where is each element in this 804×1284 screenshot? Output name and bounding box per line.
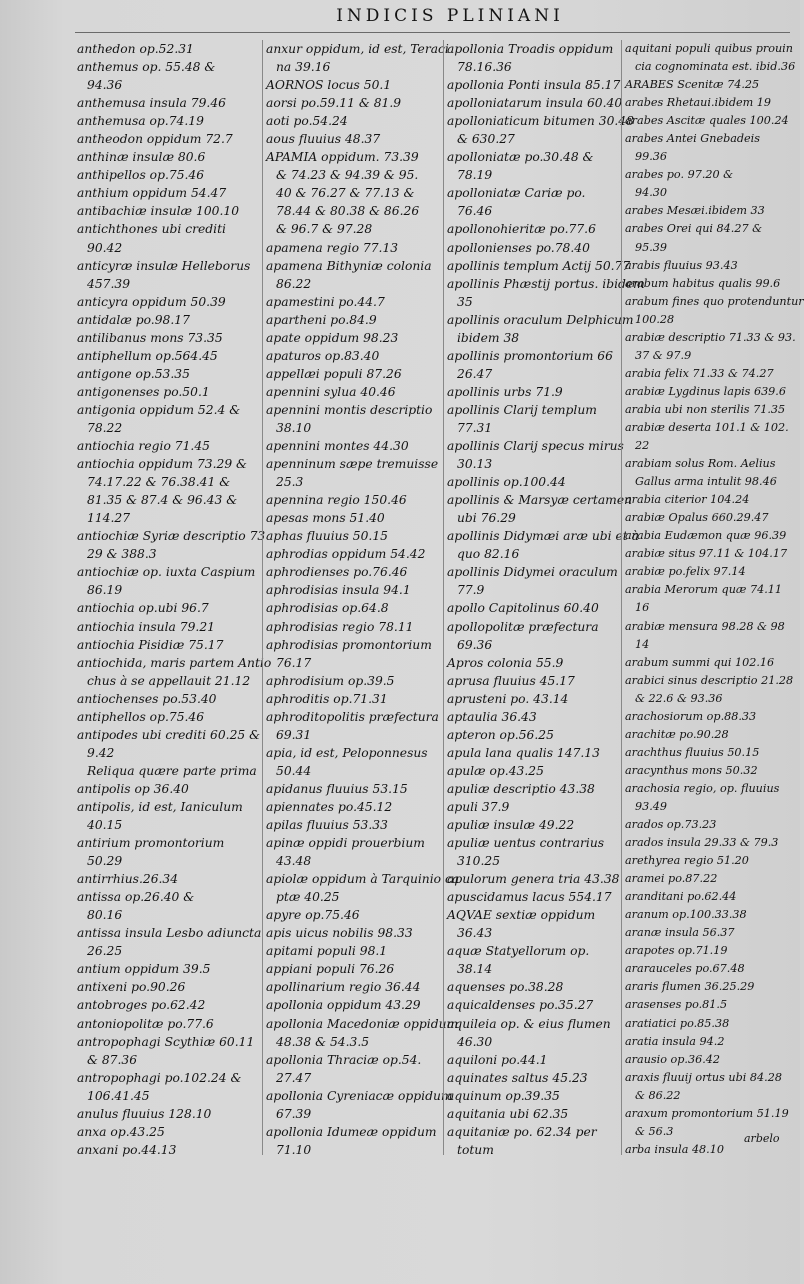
index-entry-line: apollinis Clarij specus mirus (447, 439, 624, 454)
index-entry-line: apennini montis descriptio (266, 402, 433, 417)
index-column-3 (443, 40, 645, 1157)
index-entry-line: apuliæ descriptio 43.38 (447, 781, 595, 796)
index-entry-line: apiolæ oppidum à Tarquinio ca (266, 872, 460, 887)
index-entry-line: antibachiæ insulæ 100.10 (77, 204, 240, 219)
index-entry-line: arasenses po.81.5 (625, 998, 728, 1012)
index-entry-line: 94.36 (87, 78, 123, 93)
index-entry-line: 114.27 (87, 511, 131, 526)
index-entry-line: apollinarium regio 36.44 (266, 980, 421, 995)
index-entry-line: aratiatici po.85.38 (625, 1016, 730, 1030)
index-entry-line: & 56.3 (635, 1124, 674, 1138)
index-entry-line: 78.19 (457, 168, 493, 183)
index-entry-line: araxis fluuij ortus ubi 84.28 (625, 1070, 782, 1084)
index-entry-line: apis uicus nobilis 98.33 (266, 926, 413, 941)
index-entry-line: anthium oppidum 54.47 (77, 186, 227, 201)
index-entry-line: & 87.36 (87, 1052, 138, 1067)
index-entry-line: 69.36 (457, 637, 493, 652)
index-entry-line: 48.38 & 54.3.5 (276, 1034, 370, 1049)
index-entry-line: arabum habitus qualis 99.6 (625, 276, 781, 290)
index-entry-line: 86.22 (276, 276, 312, 291)
index-entry-line: Reliqua quære parte prima (87, 763, 257, 778)
index-entry-line: anxa op.43.25 (77, 1124, 165, 1139)
index-entry-line: arados op.73.23 (625, 818, 717, 832)
index-entry-line: appellæi populi 87.26 (266, 366, 402, 381)
index-entry-line: anthemusa insula 79.46 (77, 96, 226, 111)
index-entry-line: 106.41.45 (87, 1088, 150, 1103)
catchword: arbelo (744, 1132, 780, 1145)
index-entry-line: antirium promontorium (77, 836, 225, 851)
index-entry-line: antigone op.53.35 (77, 366, 190, 381)
index-entry-line: aphrodisium op.39.5 (266, 673, 395, 688)
index-entry-line: aphrodienses po.76.46 (266, 565, 408, 580)
running-head: INDICIS PLINIANI (336, 6, 564, 26)
index-entry-line: 37 & 97.9 (635, 348, 692, 362)
index-entry-line: apollinis Didymæi aræ ubi et à (447, 529, 639, 544)
index-entry-line: cia cognominata est. ibid.36 (635, 60, 796, 74)
index-entry-line: arabiæ mensura 98.28 & 98 (625, 619, 785, 633)
index-entry-line: aoti po.54.24 (266, 114, 348, 129)
index-entry-line: aranum op.100.33.38 (625, 908, 747, 922)
index-entry-line: apyre op.75.46 (266, 908, 360, 923)
index-entry-line: apollonia Ponti insula 85.17 (447, 78, 621, 93)
index-entry-line: apartheni po.84.9 (266, 312, 377, 327)
index-entry-line: 99.36 (635, 150, 668, 164)
index-entry-line: antropophagi po.102.24 & (77, 1070, 242, 1085)
index-entry-line: arabiæ Lygdinus lapis 639.6 (625, 384, 786, 398)
index-entry-line: 77.9 (457, 583, 485, 598)
index-entry-line: 93.49 (635, 799, 668, 813)
index-entry-line: aquinates saltus 45.23 (447, 1070, 588, 1085)
index-entry-line: aphrodisias regio 78.11 (266, 619, 414, 634)
index-entry-line: arabici sinus descriptio 21.28 (625, 673, 794, 687)
index-entry-line: arausio op.36.42 (625, 1052, 720, 1066)
index-entry-line: apollinis promontorium 66 (447, 348, 613, 363)
index-entry-line: aquinum op.39.35 (447, 1088, 560, 1103)
index-entry-line: & 86.22 (635, 1088, 681, 1102)
index-entry-line: apulæ op.43.25 (447, 763, 544, 778)
index-entry-line: anticyra oppidum 50.39 (77, 294, 226, 309)
index-entry-line: apamestini po.44.7 (266, 294, 385, 309)
index-entry-line: 78.22 (87, 420, 123, 435)
index-entry-line: quo 82.16 (457, 547, 520, 562)
index-entry-line: apennina regio 150.46 (266, 493, 407, 508)
index-entry-line: 69.31 (276, 727, 312, 742)
index-entry-line: apenninum sæpe tremuisse (266, 457, 439, 472)
index-entry-line: APAMIA oppidum. 73.39 (266, 150, 419, 165)
index-entry-line: apate oppidum 98.23 (266, 330, 399, 345)
index-entry-line: AORNOS locus 50.1 (266, 78, 392, 93)
index-entry-line: 80.16 (87, 908, 123, 923)
index-entry-line: 16 (635, 601, 650, 615)
index-entry-line: aquiloni po.44.1 (447, 1052, 548, 1067)
index-entry-line: appiani populi 76.26 (266, 962, 395, 977)
index-entry-line: arachosia regio, op. fluuius (625, 781, 780, 795)
index-entry-line: 22 (635, 439, 650, 453)
index-entry-line: antiochia Pisidiæ 75.17 (77, 637, 224, 652)
header-rule (75, 32, 790, 33)
index-entry-line: 40 & 76.27 & 77.13 & (276, 186, 415, 201)
index-entry-line: 94.30 (635, 186, 668, 200)
index-entry-line: aquæ Statyellorum op. (447, 944, 590, 959)
index-entry-line: aphroditopolitis præfectura (266, 709, 439, 724)
index-entry-line: aranæ insula 56.37 (625, 926, 735, 940)
index-entry-line: antropophagi Scythiæ 60.11 (77, 1034, 255, 1049)
index-entry-line: aptaulia 36.43 (447, 709, 537, 724)
index-entry-line: arabis fluuius 93.43 (625, 258, 738, 272)
index-entry-line: aquileia op. & eius flumen (447, 1016, 611, 1031)
index-entry-line: anthipellos op.75.46 (77, 168, 205, 183)
index-entry-line: antiochiæ Syriæ descriptio 73 (77, 529, 266, 544)
index-entry-line: arabes Mesæi.ibidem 33 (625, 204, 765, 218)
index-entry-line: arabes Ascitæ quales 100.24 (625, 114, 789, 128)
index-entry-line: apesas mons 51.40 (266, 511, 385, 526)
index-entry-line: anticyræ insulæ Helleborus (77, 258, 251, 273)
index-entry-line: 67.39 (276, 1106, 312, 1121)
index-entry-line: apaturos op.83.40 (266, 348, 380, 363)
index-entry-line: apollinis & Marsyæ certamen (447, 493, 633, 508)
index-entry-line: apia, id est, Peloponnesus (266, 745, 428, 760)
index-entry-line: arabiæ Opalus 660.29.47 (625, 511, 769, 525)
index-entry-line: 76.46 (457, 204, 493, 219)
index-entry-line: 71.10 (276, 1142, 312, 1157)
index-entry-line: arapotes op.71.19 (625, 944, 728, 958)
index-entry-line: arabum fines quo protenduntur (625, 294, 804, 308)
index-entry-line: apollinis op.100.44 (447, 475, 566, 490)
index-entry-line: apollonia Troadis oppidum (447, 42, 614, 56)
index-entry-line: antiochia regio 71.45 (77, 439, 210, 454)
index-entry-line: antipolis, id est, Ianiculum (77, 799, 243, 814)
index-entry-line: arabiæ deserta 101.1 & 102. (625, 420, 789, 434)
index-entry-line: 35 (457, 294, 473, 309)
index-entry-line: arabum summi qui 102.16 (625, 655, 775, 669)
index-entry-line: arabes po. 97.20 & (625, 168, 734, 182)
index-entry-line: antirrhius.26.34 (77, 872, 179, 887)
index-entry-line: anxani po.44.13 (77, 1142, 177, 1157)
index-entry-line: 43.48 (276, 854, 312, 869)
index-entry-line: anthedon op.52.31 (77, 42, 194, 56)
index-entry-line: apamena Bithyniæ colonia (266, 258, 432, 273)
index-entry-line: 310.25 (457, 854, 501, 869)
index-entry-line: arabes Orei qui 84.27 & (625, 222, 763, 236)
index-entry-line: apennini sylua 40.46 (266, 384, 396, 399)
index-entry-line: arabiæ descriptio 71.33 & 93. (625, 330, 796, 344)
index-entry-line: ptæ 40.25 (276, 890, 340, 905)
index-entry-line: antixeni po.90.26 (77, 980, 186, 995)
index-entry-line: apollonohieritæ po.77.6 (447, 222, 596, 237)
index-entry-line: 40.15 (87, 818, 123, 833)
index-entry-line: antissa op.26.40 & (77, 890, 195, 905)
index-entry-line: Gallus arma intulit 98.46 (635, 475, 777, 489)
index-entry-line: 78.16.36 (457, 60, 512, 75)
index-entry-line: apolloniatæ Cariæ po. (447, 186, 586, 201)
index-column-1 (77, 40, 272, 1159)
index-entry-line: 29 & 388.3 (87, 547, 157, 562)
index-entry-line: apiennates po.45.12 (266, 799, 393, 814)
index-entry-line: arabes Rhetaui.ibidem 19 (625, 96, 772, 110)
index-entry-line: apollopolitæ præfectura (447, 619, 599, 634)
index-entry-line: antiochenses po.53.40 (77, 691, 217, 706)
index-entry-line: apolloniatæ po.30.48 & (447, 150, 594, 165)
index-entry-line: & 96.7 & 97.28 (276, 222, 373, 237)
index-entry-line: aquicaldenses po.35.27 (447, 998, 594, 1013)
index-entry-line: antipolis op 36.40 (77, 781, 189, 796)
index-column-4 (621, 40, 804, 1156)
index-entry-line: aphrodias oppidum 54.42 (266, 547, 426, 562)
index-entry-line: arabia Merorum quæ 74.11 (625, 583, 782, 597)
index-entry-line: apollinis templum Actij 50.77 (447, 258, 631, 273)
index-entry-line: antiphellum op.564.45 (77, 348, 218, 363)
index-entry-line: 26.25 (87, 944, 123, 959)
index-entry-line: 38.10 (276, 420, 312, 435)
index-entry-line: arabiæ situs 97.11 & 104.17 (625, 547, 788, 561)
index-entry-line: apollonia Idumeæ oppidum (266, 1124, 437, 1139)
index-entry-line: 50.29 (87, 854, 123, 869)
index-entry-line: & 630.27 (457, 132, 515, 147)
index-entry-line: 30.13 (457, 457, 493, 472)
index-entry-line: aphroditis op.71.31 (266, 691, 388, 706)
index-entry-line: arabia Eudæmon quæ 96.39 (625, 529, 787, 543)
index-entry-line: na 39.16 (276, 60, 331, 75)
index-entry-line: apamena regio 77.13 (266, 240, 399, 255)
index-entry-line: 74.17.22 & 76.38.41 & (87, 475, 231, 490)
index-entry-line: ubi 76.29 (457, 511, 516, 526)
index-entry-line: antipodes ubi crediti 60.25 & (77, 727, 261, 742)
index-entry-line: antiochia oppidum 73.29 & (77, 457, 248, 472)
index-entry-line: antichthones ubi crediti (77, 222, 226, 237)
index-entry-line: antoniopolitæ po.77.6 (77, 1016, 214, 1031)
index-entry-line: antissa insula Lesbo adiuncta (77, 926, 262, 941)
index-entry-line: apolloniaticum bitumen 30.48 (447, 114, 634, 129)
index-entry-line: totum (457, 1142, 494, 1157)
index-entry-line: antiphellos op.75.46 (77, 709, 205, 724)
index-entry-line: araris flumen 36.25.29 (625, 980, 755, 994)
index-entry-line: anthemusa op.74.19 (77, 114, 204, 129)
index-entry-line: aracynthus mons 50.32 (625, 763, 758, 777)
index-entry-line: aranditani po.62.44 (625, 890, 737, 904)
index-entry-line: arachitæ po.90.28 (625, 727, 729, 741)
index-entry-line: 90.42 (87, 240, 123, 255)
index-entry-line: arabia ubi non sterilis 71.35 (625, 402, 786, 416)
index-column-2 (262, 40, 460, 1157)
index-entry-line: antigonenses po.50.1 (77, 384, 210, 399)
index-entry-line: anthinæ insulæ 80.6 (77, 150, 206, 165)
index-entry-line: apollonia oppidum 43.29 (266, 998, 421, 1013)
index-entry-line: apollinis Phæstij portus. ibidem (447, 276, 645, 291)
index-entry-line: aphas fluuius 50.15 (266, 529, 388, 544)
index-entry-line: apollinis Clarij templum (447, 402, 597, 417)
index-entry-line: 36.43 (457, 926, 493, 941)
index-entry-line: anthemus op. 55.48 & (77, 60, 216, 75)
index-entry-line: apteron op.56.25 (447, 727, 554, 742)
index-entry-line: ARABES Scenitæ 74.25 (625, 78, 760, 92)
index-entry-line: 86.19 (87, 583, 123, 598)
index-entry-line: apuliæ insulæ 49.22 (447, 818, 575, 833)
index-entry-line: aous fluuius 48.37 (266, 132, 381, 147)
index-entry-line: apollonienses po.78.40 (447, 240, 590, 255)
index-entry-line: arabes Antei Gnebadeis (625, 132, 760, 146)
index-entry-line: arabiæ po.felix 97.14 (625, 565, 746, 579)
index-entry-line: aorsi po.59.11 & 81.9 (266, 96, 402, 111)
index-entry-line: & 22.6 & 93.36 (635, 691, 723, 705)
index-entry-line: aquitaniæ po. 62.34 per (447, 1124, 597, 1139)
index-entry-line: apollonia Cyreniacæ oppidum (266, 1088, 453, 1103)
index-entry-line: araxum promontorium 51.19 (625, 1106, 789, 1120)
index-entry-line: 95.39 (635, 240, 668, 254)
index-entry-line: aquenses po.38.28 (447, 980, 564, 995)
index-entry-line: 100.28 (635, 312, 675, 326)
index-entry-line: apollonia Macedoniæ oppidum (266, 1016, 459, 1031)
index-entry-line: anulus fluuius 128.10 (77, 1106, 212, 1121)
index-entry-line: arabiam solus Rom. Aelius (625, 457, 776, 471)
index-entry-line: 457.39 (87, 276, 131, 291)
index-entry-line: antheodon oppidum 72.7 (77, 132, 233, 147)
index-entry-line: arachthus fluuius 50.15 (625, 745, 760, 759)
index-entry-line: arabia felix 71.33 & 74.27 (625, 366, 774, 380)
index-entry-line: apinæ oppidi prouerbium (266, 836, 425, 851)
index-entry-line: & 74.23 & 94.39 & 95. (276, 168, 419, 183)
index-entry-line: apennini montes 44.30 (266, 439, 409, 454)
index-entry-line: Apros colonia 55.9 (447, 655, 564, 670)
index-entry-line: aphrodisias promontorium (266, 637, 432, 652)
index-entry-line: aquitania ubi 62.35 (447, 1106, 569, 1121)
index-entry-line: apollonia Thraciæ op.54. (266, 1052, 422, 1067)
index-entry-line: 38.14 (457, 962, 493, 977)
index-entry-line: antium oppidum 39.5 (77, 962, 211, 977)
index-entry-line: apuli 37.9 (447, 799, 510, 814)
index-entry-line: anxur oppidum, id est, Teraci (266, 42, 449, 56)
index-entry-line: antiochia insula 79.21 (77, 619, 215, 634)
index-entry-line: aphrodisias op.64.8 (266, 601, 389, 616)
index-entry-line: arabia citerior 104.24 (625, 493, 750, 507)
index-entry-line: chus à se appellauit 21.12 (87, 673, 251, 688)
index-entry-line: aquitani populi quibus prouin (625, 42, 793, 55)
index-entry-line: 77.31 (457, 420, 493, 435)
index-entry-line: ibidem 38 (457, 330, 520, 345)
index-entry-line: arethyrea regio 51.20 (625, 854, 749, 868)
index-entry-line: aphrodisias insula 94.1 (266, 583, 411, 598)
index-entry-line: antigonia oppidum 52.4 & (77, 402, 241, 417)
index-entry-line: 78.44 & 80.38 & 86.26 (276, 204, 420, 219)
index-entry-line: apuliæ uentus contrarius (447, 836, 605, 851)
index-entry-line: 9.42 (87, 745, 115, 760)
index-entry-line: ararauceles po.67.48 (625, 962, 745, 976)
index-entry-line: aratia insula 94.2 (625, 1034, 725, 1048)
index-entry-line: arba insula 48.10 (625, 1142, 724, 1156)
index-entry-line: 50.44 (276, 763, 312, 778)
index-entry-line: apollinis Didymei oraculum (447, 565, 618, 580)
index-entry-line: apollo Capitolinus 60.40 (447, 601, 599, 616)
index-entry-line: apilas fluuius 53.33 (266, 818, 388, 833)
index-entry-line: aprusa fluuius 45.17 (447, 673, 575, 688)
index-entry-line: 81.35 & 87.4 & 96.43 & (87, 493, 238, 508)
index-entry-line: arachosiorum op.88.33 (625, 709, 757, 723)
index-entry-line: 26.47 (457, 366, 493, 381)
index-entry-line: apulorum genera tria 43.38 (447, 872, 620, 887)
index-entry-line: antidalæ po.98.17 (77, 312, 190, 327)
index-entry-line: antobroges po.62.42 (77, 998, 206, 1013)
index-entry-line: antilibanus mons 73.35 (77, 330, 223, 345)
index-entry-line: arados insula 29.33 & 79.3 (625, 836, 779, 850)
index-entry-line: apula lana qualis 147.13 (447, 745, 600, 760)
index-entry-line: apuscidamus lacus 554.17 (447, 890, 612, 905)
index-entry-line: 27.47 (276, 1070, 312, 1085)
index-entry-line: apolloniatarum insula 60.40 (447, 96, 623, 111)
index-entry-line: 25.3 (276, 475, 304, 490)
index-entry-line: apitami populi 98.1 (266, 944, 388, 959)
index-entry-line: aramei po.87.22 (625, 872, 718, 886)
index-entry-line: 76.17 (276, 655, 312, 670)
index-entry-line: apidanus fluuius 53.15 (266, 781, 408, 796)
index-entry-line: antiochia op.ubi 96.7 (77, 601, 209, 616)
index-entry-line: AQVAE sextiæ oppidum (447, 908, 596, 923)
index-entry-line: antiochiæ op. iuxta Caspium (77, 565, 256, 580)
index-entry-line: apollinis oraculum Delphicum (447, 312, 634, 327)
index-entry-line: aprusteni po. 43.14 (447, 691, 569, 706)
index-entry-line: 14 (635, 637, 650, 651)
index-entry-line: 46.30 (457, 1034, 493, 1049)
index-entry-line: antiochida, maris partem Antio (77, 655, 272, 670)
index-entry-line: apollinis urbs 71.9 (447, 384, 563, 399)
